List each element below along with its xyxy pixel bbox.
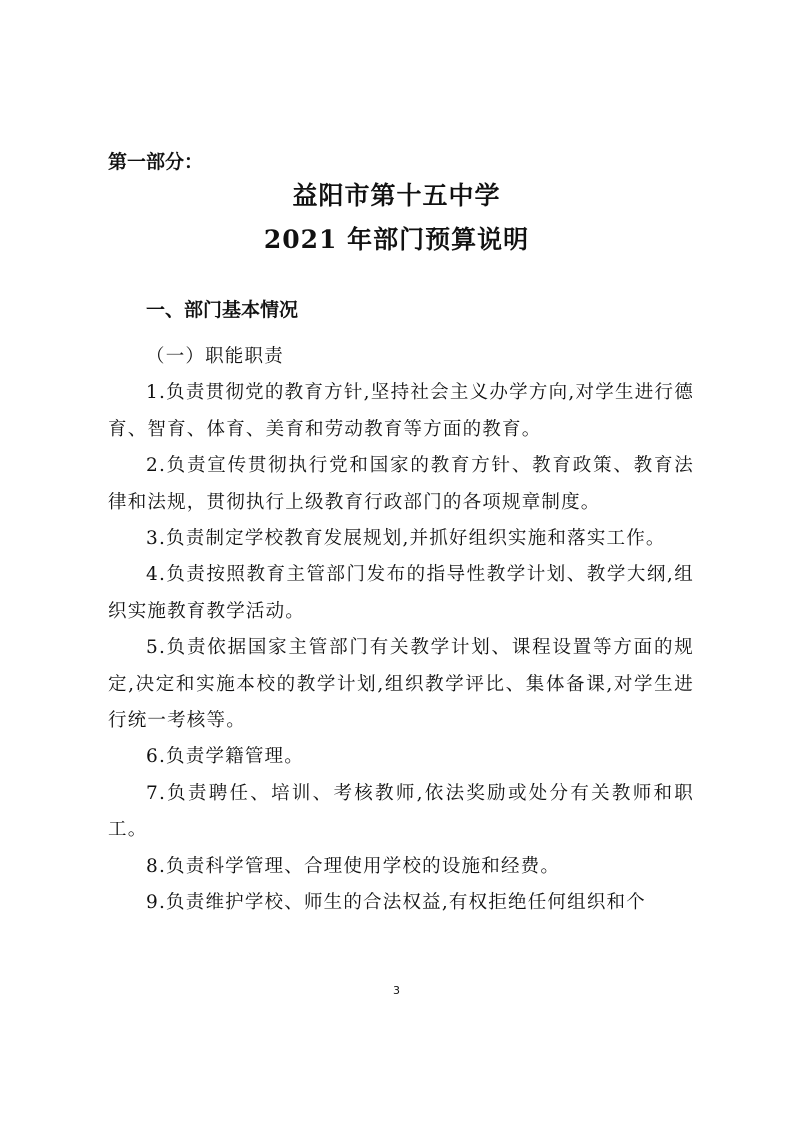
duty-item-5: 5.负责依据国家主管部门有关教学计划、课程设置等方面的规定,决定和实施本校的教学计划,组织教学评比、集体备课,对学生进行统一考核等。	[108, 637, 694, 732]
duty-item-9: 9.负责维护学校、师生的合法权益,有权拒绝任何组织和个	[146, 892, 646, 914]
duty-item-7: 7.负责聘任、培训、考核教师,依法奖励或处分有关教师和职工。	[108, 782, 694, 841]
duty-item-3: 3.负责制定学校教育发展规划,并抓好组织实施和落实工作。	[146, 528, 666, 550]
section-heading: 一、部门基本情况	[146, 299, 299, 321]
subsection-heading: （一）职能职责	[146, 346, 284, 367]
part-label: 第一部分：	[108, 151, 204, 173]
document-title-line-2: 2021 年部门预算说明	[263, 225, 530, 254]
document-title-line-1: 益阳市第十五中学	[292, 181, 501, 210]
duty-item-4: 4.负责按照教育主管部门发布的指导性教学计划、教学大纲,组织实施教育教学活动。	[108, 564, 694, 622]
duty-item-6: 6.负责学籍管理。	[146, 746, 304, 768]
duty-item-8: 8.负责科学管理、合理使用学校的设施和经费。	[146, 855, 561, 877]
page-number: 3	[393, 984, 400, 997]
duty-item-2: 2.负责宣传贯彻执行党和国家的教育方针、教育政策、教育法律和法规，贯彻执行上级教育行政部门的各项规章制度。	[108, 455, 694, 513]
body-text	[108, 339, 694, 922]
duty-item-1: 1.负责贯彻党的教育方针,坚持社会主义办学方向,对学生进行德育、智育、体育、美育和劳动教育等方面的教育。	[108, 382, 694, 440]
